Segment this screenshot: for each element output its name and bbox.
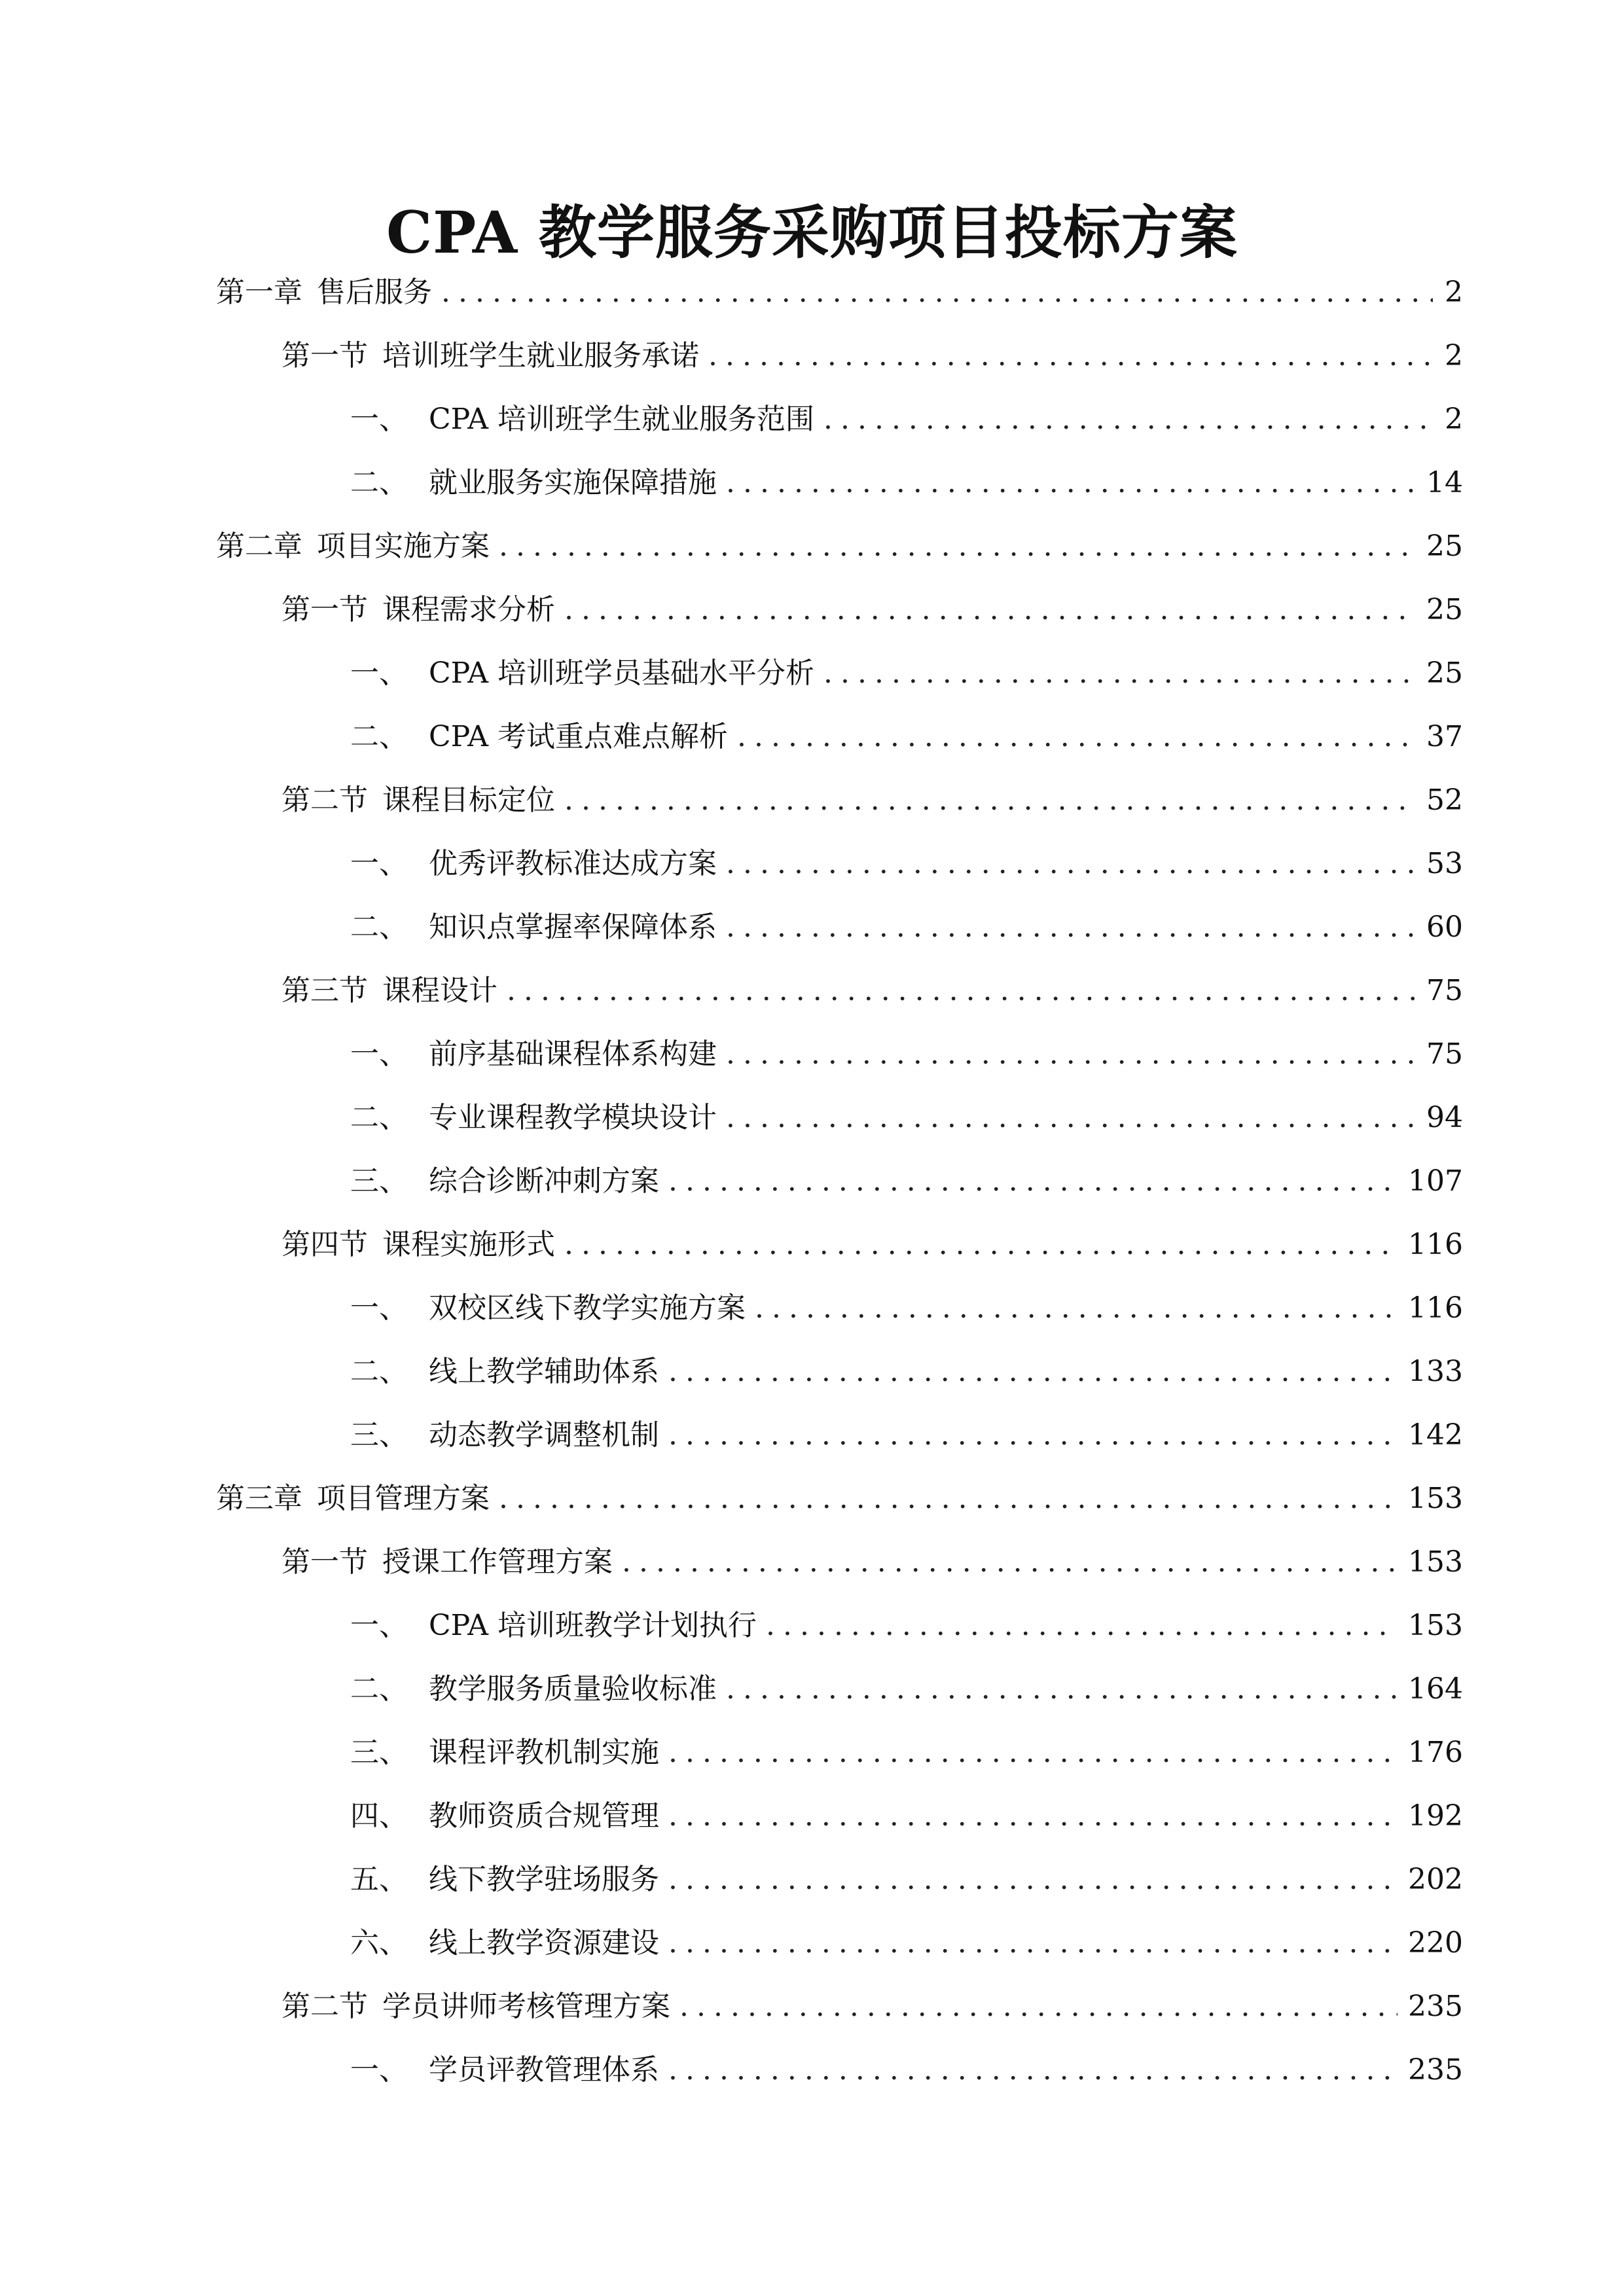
toc-entry-level-3[interactable]: [216, 1149, 1463, 1213]
toc-entry-title: 知识点掌握率保障体系: [429, 910, 717, 944]
toc-entry-title: CPA 培训班学员基础水平分析: [429, 656, 814, 690]
toc-page-number: 25: [1426, 656, 1463, 690]
toc-page-number: 235: [1408, 1990, 1463, 2023]
toc-page-number: 133: [1408, 1355, 1463, 1388]
toc-entry-title: CPA 考试重点难点解析: [429, 720, 728, 753]
toc-dot-leader: [726, 1022, 1416, 1086]
toc-entry-level-3[interactable]: [216, 705, 1463, 768]
toc-entry-number: 第一节: [281, 339, 368, 372]
document-title: CPA 教学服务采购项目投标方案: [386, 198, 1238, 266]
toc-entry-level-2[interactable]: [216, 1213, 1463, 1276]
toc-entry-title: 双校区线下教学实施方案: [429, 1291, 746, 1325]
toc-entry-title: 课程设计: [382, 974, 497, 1007]
toc-page-number: 53: [1426, 847, 1463, 880]
toc-page-number: 116: [1408, 1228, 1463, 1261]
toc-entry-level-1[interactable]: [216, 1467, 1463, 1530]
toc-entry-number: 二、: [350, 1672, 408, 1706]
toc-entry-number: 第二节: [281, 1990, 368, 2023]
toc-entry-number: 三、: [350, 1164, 408, 1198]
toc-dot-leader: [507, 959, 1416, 1022]
toc-entry-number: 一、: [350, 1609, 408, 1642]
toc-dot-leader: [441, 260, 1433, 324]
toc-page-number: 220: [1408, 1926, 1463, 1960]
toc-entry-number: 一、: [350, 2053, 408, 2087]
toc-entry-title: 教学服务质量验收标准: [429, 1672, 717, 1706]
toc-entry-title: 就业服务实施保障措施: [429, 466, 717, 499]
toc-page-number: 153: [1408, 1545, 1463, 1579]
toc-dot-leader: [726, 1086, 1416, 1149]
toc-page-number: 116: [1408, 1291, 1463, 1325]
toc-page-number: 94: [1426, 1101, 1463, 1134]
toc-dot-leader: [564, 1213, 1398, 1276]
toc-entry-title: 课程评教机制实施: [429, 1736, 659, 1769]
toc-page-number: 14: [1426, 466, 1463, 499]
toc-entry-title: 课程实施形式: [382, 1228, 555, 1261]
toc-entry-title: 项目管理方案: [317, 1482, 490, 1515]
toc-entry-level-3[interactable]: [216, 1022, 1463, 1086]
toc-dot-leader: [726, 1657, 1398, 1721]
toc-entry-level-3[interactable]: [216, 895, 1463, 959]
toc-entry-title: 综合诊断冲刺方案: [429, 1164, 659, 1198]
toc-entry-level-1[interactable]: [216, 260, 1463, 324]
toc-dot-leader: [766, 1594, 1398, 1657]
toc-page-number: 202: [1408, 1863, 1463, 1896]
toc-entry-level-3[interactable]: [216, 1594, 1463, 1657]
toc-entry-number: 第二节: [281, 783, 368, 817]
toc-page-number: 107: [1408, 1164, 1463, 1198]
toc-dot-leader: [668, 1340, 1398, 1403]
toc-dot-leader: [668, 1784, 1398, 1848]
toc-entry-level-2[interactable]: [216, 1530, 1463, 1594]
toc-entry-title: CPA 培训班教学计划执行: [429, 1609, 757, 1642]
toc-dot-leader: [564, 768, 1416, 832]
toc-entry-number: 第一节: [281, 593, 368, 626]
toc-entry-level-3[interactable]: [216, 1721, 1463, 1784]
toc-page-number: 192: [1408, 1799, 1463, 1833]
toc-entry-level-3[interactable]: [216, 451, 1463, 514]
table-of-contents: [216, 260, 1463, 2102]
toc-page-number: 153: [1408, 1609, 1463, 1642]
toc-entry-title: 专业课程教学模块设计: [429, 1101, 717, 1134]
toc-entry-title: 前序基础课程体系构建: [429, 1037, 717, 1071]
toc-dot-leader: [726, 832, 1416, 895]
toc-page-number: 176: [1408, 1736, 1463, 1769]
toc-entry-title: 培训班学生就业服务承诺: [382, 339, 699, 372]
toc-page-number: 37: [1426, 720, 1463, 753]
toc-entry-title: CPA 培训班学生就业服务范围: [429, 403, 814, 436]
toc-entry-number: 第三节: [281, 974, 368, 1007]
toc-entry-number: 二、: [350, 1101, 408, 1134]
toc-entry-level-3[interactable]: [216, 1784, 1463, 1848]
toc-entry-title: 教师资质合规管理: [429, 1799, 659, 1833]
toc-entry-number: 一、: [350, 656, 408, 690]
toc-entry-number: 一、: [350, 1037, 408, 1071]
toc-dot-leader: [726, 895, 1416, 959]
toc-entry-level-3[interactable]: [216, 1276, 1463, 1340]
toc-page-number: 60: [1426, 910, 1463, 944]
toc-entry-level-2[interactable]: [216, 578, 1463, 641]
toc-page-number: 52: [1426, 783, 1463, 817]
toc-entry-level-3[interactable]: [216, 387, 1463, 451]
toc-page-number: 25: [1426, 529, 1463, 563]
toc-entry-level-3[interactable]: [216, 1848, 1463, 1911]
toc-dot-leader: [499, 514, 1416, 578]
toc-entry-title: 授课工作管理方案: [382, 1545, 613, 1579]
toc-entry-title: 线下教学驻场服务: [429, 1863, 659, 1896]
toc-entry-level-2[interactable]: [216, 959, 1463, 1022]
toc-entry-number: 一、: [350, 403, 408, 436]
toc-entry-level-1[interactable]: [216, 514, 1463, 578]
toc-entry-number: 一、: [350, 847, 408, 880]
toc-entry-number: 二、: [350, 1355, 408, 1388]
toc-entry-number: 第一章: [216, 276, 302, 309]
toc-entry-number: 二、: [350, 466, 408, 499]
toc-entry-title: 线上教学辅助体系: [429, 1355, 659, 1388]
toc-entry-number: 第二章: [216, 529, 302, 563]
toc-entry-title: 课程目标定位: [382, 783, 555, 817]
toc-dot-leader: [708, 324, 1433, 387]
toc-page-number: 235: [1408, 2053, 1463, 2087]
toc-entry-title: 动态教学调整机制: [429, 1418, 659, 1452]
toc-page-number: 2: [1445, 276, 1463, 309]
toc-entry-number: 第一节: [281, 1545, 368, 1579]
toc-dot-leader: [668, 1403, 1398, 1467]
toc-entry-title: 课程需求分析: [382, 593, 555, 626]
toc-entry-level-2[interactable]: [216, 324, 1463, 387]
toc-entry-title: 学员讲师考核管理方案: [382, 1990, 670, 2023]
toc-dot-leader: [622, 1530, 1398, 1594]
toc-entry-number: 第三章: [216, 1482, 302, 1515]
toc-entry-level-3[interactable]: [216, 1657, 1463, 1721]
toc-dot-leader: [726, 451, 1416, 514]
toc-entry-number: 三、: [350, 1736, 408, 1769]
toc-entry-level-3[interactable]: [216, 641, 1463, 705]
toc-dot-leader: [679, 1975, 1398, 2038]
toc-page-number: 164: [1408, 1672, 1463, 1706]
toc-entry-level-3[interactable]: [216, 1403, 1463, 1467]
toc-dot-leader: [737, 705, 1416, 768]
toc-entry-title: 优秀评教标准达成方案: [429, 847, 717, 880]
toc-entry-number: 二、: [350, 720, 408, 753]
toc-dot-leader: [668, 1848, 1398, 1911]
toc-entry-level-3[interactable]: [216, 1911, 1463, 1975]
toc-dot-leader: [823, 387, 1433, 451]
toc-dot-leader: [499, 1467, 1398, 1530]
toc-entry-level-2[interactable]: [216, 1975, 1463, 2038]
toc-page-number: 75: [1426, 974, 1463, 1007]
toc-dot-leader: [668, 2038, 1398, 2102]
toc-entry-title: 线上教学资源建设: [429, 1926, 659, 1960]
toc-page-number: 153: [1408, 1482, 1463, 1515]
toc-page-number: 75: [1426, 1037, 1463, 1071]
toc-entry-number: 六、: [350, 1926, 408, 1960]
toc-dot-leader: [823, 641, 1416, 705]
toc-entry-number: 二、: [350, 910, 408, 944]
toc-entry-level-3[interactable]: [216, 1340, 1463, 1403]
toc-entry-level-3[interactable]: [216, 2038, 1463, 2102]
toc-entry-number: 三、: [350, 1418, 408, 1452]
toc-entry-level-2[interactable]: [216, 768, 1463, 832]
toc-entry-level-3[interactable]: [216, 832, 1463, 895]
toc-entry-number: 五、: [350, 1863, 408, 1896]
toc-page-number: 2: [1445, 339, 1463, 372]
toc-entry-title: 项目实施方案: [317, 529, 490, 563]
toc-entry-level-3[interactable]: [216, 1086, 1463, 1149]
toc-entry-title: 售后服务: [317, 276, 432, 309]
toc-dot-leader: [564, 578, 1416, 641]
toc-page-number: 142: [1408, 1418, 1463, 1452]
toc-dot-leader: [668, 1149, 1398, 1213]
toc-entry-number: 一、: [350, 1291, 408, 1325]
toc-page-number: 2: [1445, 403, 1463, 436]
toc-entry-title: 学员评教管理体系: [429, 2053, 659, 2087]
toc-page-number: 25: [1426, 593, 1463, 626]
toc-dot-leader: [668, 1911, 1398, 1975]
toc-dot-leader: [755, 1276, 1398, 1340]
toc-dot-leader: [668, 1721, 1398, 1784]
toc-entry-number: 第四节: [281, 1228, 368, 1261]
toc-entry-number: 四、: [350, 1799, 408, 1833]
